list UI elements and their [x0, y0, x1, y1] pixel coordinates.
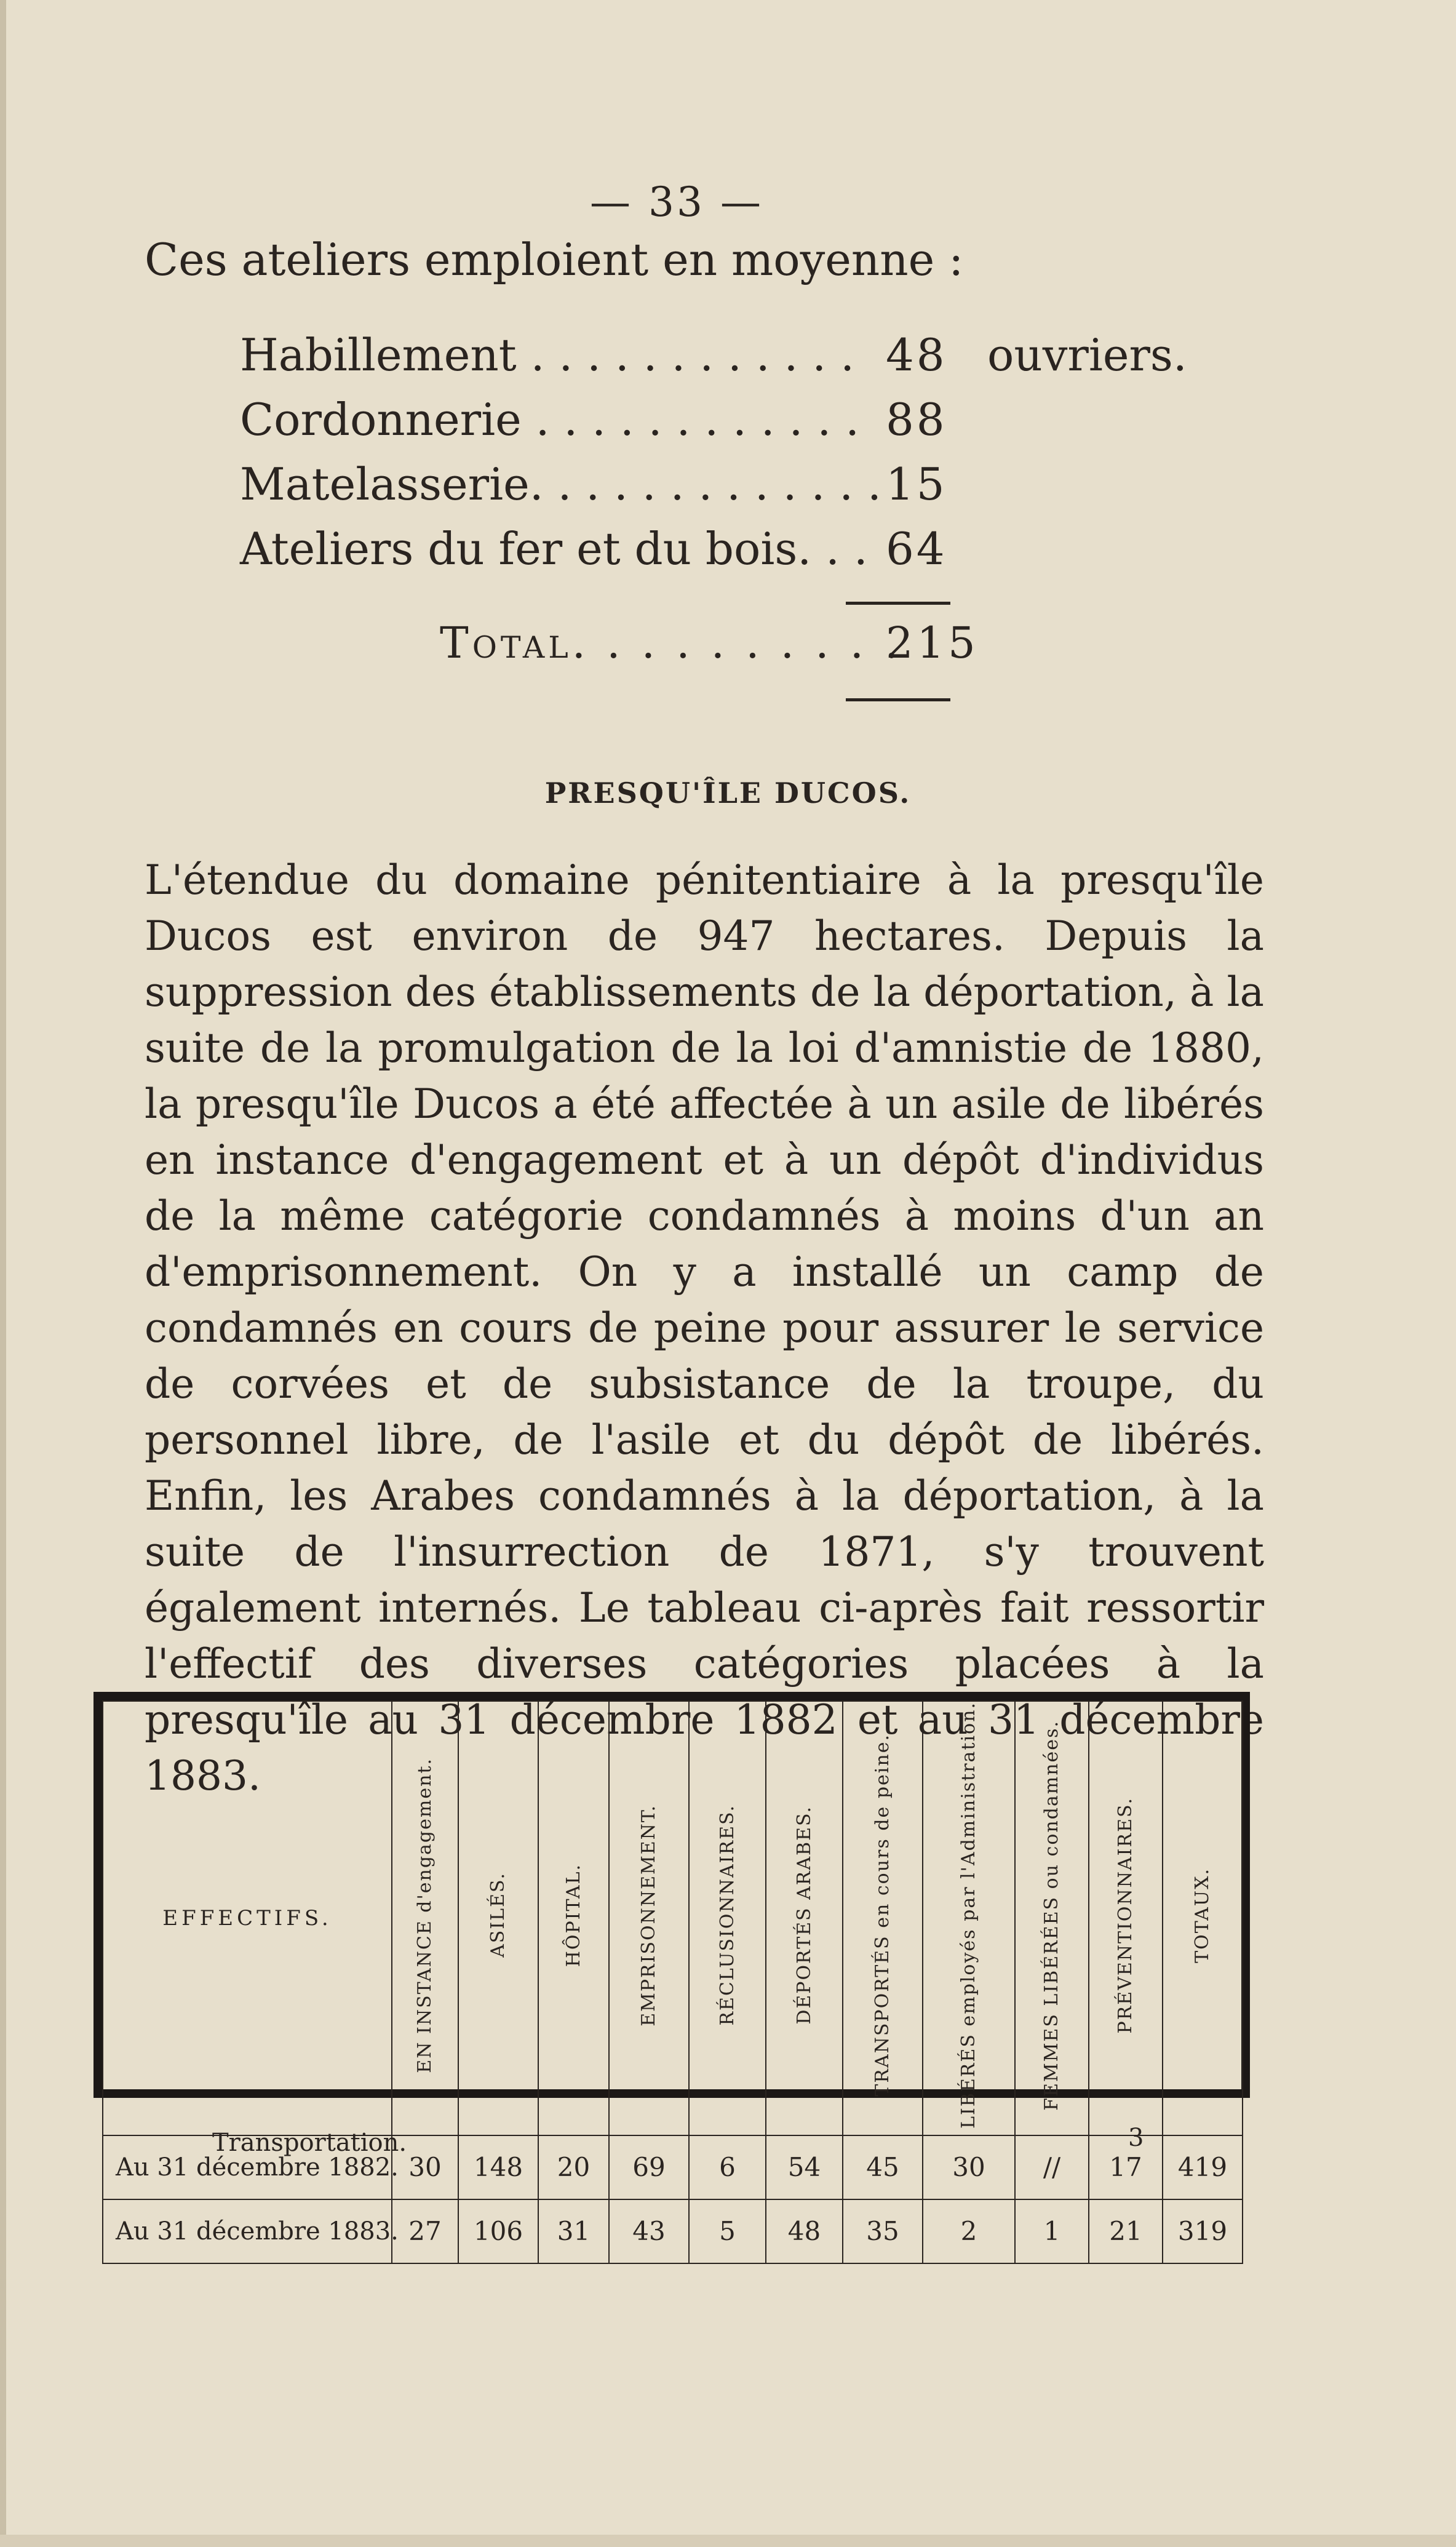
table-cell: 6	[689, 2135, 766, 2199]
table-cell: 419	[1163, 2135, 1243, 2199]
workshop-name: Habillement . . . . . . . . . . . .	[240, 329, 854, 381]
list-item	[240, 323, 1187, 388]
body-paragraph: L'étendue du domaine pénitentiaire à la presqu'île Ducos est environ de 947 hectares. Depuis la suppression des établissements de la déportation, à la suite de la promulgation de la loi d'amnistie de 1880, la presqu'île Ducos a été affectée à un asile de libérés en instance d'engagement et à un dépôt d'individus de la même catégorie condamnés à moins d'un an d'emprisonnement. On y a installé un camp de condamnés en cours de peine pour assurer le service de corvées et de subsistance de la troupe, du personnel libre, de l'asile et du dépôt de libérés. Enfin, les Arabes condamnés à la déportation, à la suite de l'insurrection de 1871, s'y trouvent également internés. Le tableau ci-après fait ressortir l'effectif des diverses catégories placées à la presqu'île au 31 décembre 1882 et au 31 décembre 1883.	[145, 856, 1264, 1800]
table-cell: 106	[458, 2199, 538, 2263]
total-value: 215	[886, 618, 979, 668]
table-cell: 17	[1089, 2135, 1163, 2199]
table-header: RÉCLUSIONNAIRES.	[689, 1701, 766, 2135]
table-cell: 30	[392, 2135, 458, 2199]
total-rule-top	[846, 602, 950, 605]
section-title: PRESQU'ÎLE DUCOS.	[544, 776, 912, 810]
list-item	[240, 517, 1163, 581]
table-cell: 319	[1163, 2199, 1243, 2263]
table-header: PRÉVENTIONNAIRES.	[1089, 1701, 1163, 2135]
workshop-name: Cordonnerie . . . . . . . . . . . .	[240, 394, 859, 445]
table-header: EMPRISONNEMENT.	[609, 1701, 689, 2135]
table-header: EN INSTANCE d'engagement.	[392, 1701, 458, 2135]
table-header: TOTAUX.	[1163, 1701, 1243, 2135]
table-header: ASILÉS.	[458, 1701, 538, 2135]
row-label: Au 31 décembre 1883.	[103, 2199, 392, 2263]
table-row	[103, 2199, 1243, 2263]
table-cell: 43	[609, 2199, 689, 2263]
table-header: DÉPORTÉS ARABES.	[766, 1701, 843, 2135]
table-cell: 1	[1015, 2199, 1089, 2263]
table-header: LIBÉRÉS employés par l'Administration.	[923, 1701, 1015, 2135]
workshop-name: Ateliers du fer et du bois. . .	[240, 523, 868, 575]
row-label: Au 31 décembre 1882.	[103, 2135, 392, 2199]
intro-line: Ces ateliers emploient en moyenne :	[145, 234, 964, 285]
total-rule-bottom	[846, 698, 950, 701]
table-header: FEMMES LIBÉRÉES ou condamnées.	[1015, 1701, 1089, 2135]
table-cell: 21	[1089, 2199, 1163, 2263]
page-edge	[0, 0, 6, 2547]
table-cell: 69	[609, 2135, 689, 2199]
list-item	[240, 388, 1163, 452]
workshop-total	[240, 609, 1163, 677]
workshop-value: 88	[886, 394, 947, 445]
footer-running-title: Transportation.	[212, 2129, 407, 2157]
table-cell: 54	[766, 2135, 843, 2199]
workshop-value: 48	[886, 329, 947, 381]
table-cell: 27	[392, 2199, 458, 2263]
workshop-value: 64	[886, 523, 947, 575]
table-cell: 35	[843, 2199, 923, 2263]
table-cell: 31	[538, 2199, 609, 2263]
footer-signature: 3	[1128, 2124, 1144, 2152]
page-number: — 33 —	[590, 178, 763, 226]
table-cell: 30	[923, 2135, 1015, 2199]
table-cell: //	[1015, 2135, 1089, 2199]
table-cell: 20	[538, 2135, 609, 2199]
workshop-name: Matelasserie. . . . . . . . . . . . .	[240, 458, 881, 510]
table-header: TRANSPORTÉS en cours de peine.	[843, 1701, 923, 2135]
table-header-row	[103, 1701, 1243, 2135]
page-bottom-edge	[0, 2535, 1456, 2547]
workshop-value: 15	[886, 458, 947, 510]
table-cell: 48	[766, 2199, 843, 2263]
total-label: Total. . . . . . . . . .	[440, 618, 902, 668]
table-cell: 45	[843, 2135, 923, 2199]
workshop-unit: ouvriers.	[987, 329, 1187, 381]
table-header: EFFECTIFS.	[103, 1701, 392, 2135]
table-cell: 2	[923, 2199, 1015, 2263]
table-header: HÔPITAL.	[538, 1701, 609, 2135]
table-cell: 5	[689, 2199, 766, 2263]
table-cell: 148	[458, 2135, 538, 2199]
workshop-list	[240, 323, 1187, 581]
list-item	[240, 452, 1163, 517]
